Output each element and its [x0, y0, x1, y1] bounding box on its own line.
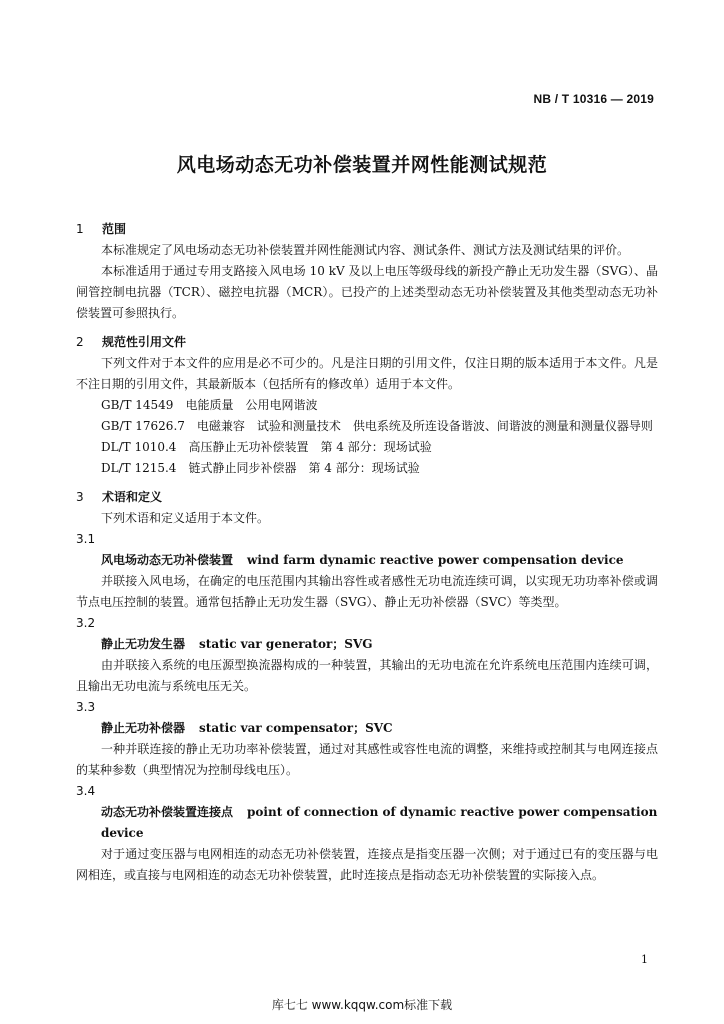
term-number: 3.2: [76, 616, 96, 630]
footer-watermark: 库七七 www.kqqw.com标准下载: [271, 998, 453, 1012]
term-definition: 对于通过变压器与电网相连的动态无功补偿装置，连接点是指变压器一次侧；对于通过已有的变压器与电网相连，或直接与电网相连的动态无功补偿装置，此时连接点是指动态无功补偿装置的实际接入点。: [76, 847, 658, 882]
reference-item: DL/T 1215.4 链式静止同步补偿器 第 4 部分：现场试验: [101, 461, 420, 475]
term-name-cn: 静止无功补偿器: [101, 721, 186, 735]
term-name-cn: 静止无功发生器: [101, 637, 186, 651]
term-number: 3.4: [76, 784, 96, 798]
section-3-heading: [76, 487, 658, 508]
term-name: [76, 634, 658, 655]
term-name-en: static var compensator；SVC: [199, 721, 393, 735]
section-1-heading: [76, 219, 658, 240]
section-title: 规范性引用文件: [102, 335, 187, 349]
paragraph: 本标准规定了风电场动态无功补偿装置并网性能测试内容、测试条件、测试方法及测试结果的评价。: [101, 243, 630, 257]
page-number: 1: [641, 953, 648, 966]
term-name-cn: 风电场动态无功补偿装置: [101, 553, 234, 567]
term-number: 3.1: [76, 532, 96, 546]
section-number: 3: [76, 490, 84, 504]
document-title: 风电场动态无功补偿装置并网性能测试规范: [176, 154, 548, 176]
term-name-en: static var generator；SVG: [199, 637, 373, 651]
term-name: [76, 802, 658, 844]
term-definition: 一种并联连接的静止无功功率补偿装置，通过对其感性或容性电流的调整，来维持或控制其与电网连接点的某种参数（典型情况为控制母线电压）。: [76, 742, 658, 777]
term-name-en: wind farm dynamic reactive power compensation device: [247, 553, 624, 567]
section-title: 范围: [102, 222, 127, 236]
document-body: [76, 215, 658, 886]
paragraph: 本标准适用于通过专用支路接入风电场 10 kV 及以上电压等级母线的新投产静止无功发生器（SVG）、晶闸管控制电抗器（TCR）、磁控电抗器（MCR）。已投产的上述类型动态无功补偿装置及其他类型动态无功补偿装置可参照执行。: [76, 264, 658, 320]
reference-item: DL/T 1010.4 高压静止无功补偿装置 第 4 部分：现场试验: [101, 440, 432, 454]
term-definition: 由并联接入系统的电压源型换流器构成的一种装置，其输出的无功电流在允许系统电压范围内连续可调，且输出无功电流与系统电压无关。: [76, 658, 658, 693]
section-number: 2: [76, 335, 84, 349]
section-title: 术语和定义: [102, 490, 163, 504]
paragraph: 下列文件对于本文件的应用是必不可少的。凡是注日期的引用文件，仅注日期的版本适用于本文件。凡是不注日期的引用文件，其最新版本（包括所有的修改单）适用于本文件。: [76, 356, 658, 391]
paragraph: 下列术语和定义适用于本文件。: [101, 511, 270, 525]
term-name: [76, 550, 658, 571]
section-number: 1: [76, 222, 84, 236]
term-name: [76, 718, 658, 739]
reference-item: GB/T 14549 电能质量 公用电网谐波: [101, 398, 318, 412]
term-name-cn: 动态无功补偿装置连接点: [101, 805, 234, 819]
term-definition: 并联接入风电场，在确定的电压范围内其输出容性或者感性无功电流连续可调，以实现无功功率补偿或调节点电压控制的装置。通常包括静止无功发生器（SVG）、静止无功补偿器（SVC）等类型。: [76, 574, 658, 609]
term-name-en: point of connection of dynamic reactive power compensation device: [101, 805, 658, 840]
term-number: 3.3: [76, 700, 96, 714]
standard-code: NB / T 10316 — 2019: [533, 92, 654, 106]
section-2-heading: [76, 332, 658, 353]
reference-item: GB/T 17626.7 电磁兼容 试验和测量技术 供电系统及所连设备谐波、间谐波的测量和测量仪器导则: [101, 419, 653, 433]
